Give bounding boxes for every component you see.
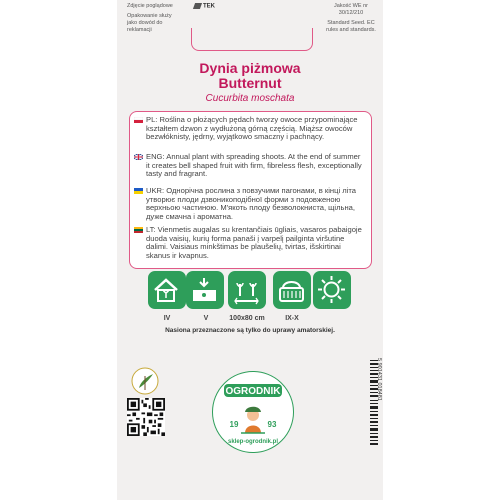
- packet-window: [191, 28, 313, 51]
- sample-note: Zdjęcie poglądowe: [127, 3, 173, 9]
- tek-logo-icon: [193, 3, 202, 9]
- header-left: [127, 3, 197, 34]
- tek-label: TEK: [194, 3, 215, 10]
- sowing-seedbed-icon: [148, 271, 186, 309]
- sun-icon: [313, 271, 351, 309]
- brand-logo-art: [212, 371, 294, 453]
- icon-label-seedbed: IV: [163, 315, 171, 322]
- brand-name: OGRODNIK: [225, 386, 281, 397]
- ua-flag-icon: [134, 188, 143, 194]
- uk-flag-icon: [134, 154, 143, 160]
- header-right: [322, 3, 380, 34]
- spacing-icon: [228, 271, 266, 309]
- lt-flag-icon: [134, 227, 143, 233]
- badge-seal-icon: [127, 366, 163, 396]
- product-name: Dynia piżmowa: [199, 60, 301, 76]
- icon-label-harvest: IX-X: [285, 315, 299, 322]
- brand-year-right: 93: [267, 420, 277, 429]
- standard-note: Standard Seed. EC rules and standards.: [326, 20, 376, 33]
- icon-label-spacing: 100x80 cm: [229, 315, 265, 322]
- quality-note: Jakość WE nr 30/12/210: [334, 3, 368, 16]
- sowing-ground-icon: [186, 271, 224, 309]
- amateur-use-note: Nasiona przeznaczone są tylko do uprawy amatorskiej.: [165, 327, 335, 334]
- harvest-basket-icon: [273, 271, 311, 309]
- latin-name: Cucurbita moschata: [205, 93, 295, 104]
- brand-year-left: 19: [229, 420, 239, 429]
- product-variety: Butternut: [218, 75, 282, 91]
- brand-url: sklep-ogrodnik.pl: [227, 439, 279, 445]
- pl-flag-icon: [134, 117, 143, 123]
- qr-code: [127, 398, 165, 436]
- barcode-number: 5 901431 018481: [376, 358, 382, 401]
- receipt-note: Opakowanie służy jako dowód do reklamacji: [127, 13, 172, 33]
- description-box: PL: Roślina o płożących pędach tworzy owoce przypominające kształtem dzwon z wydłużoną górną częścią. Miąższ owoców bezwłóknisty, jędrny, wyjątkowo smaczny i pachnący. ENG: Annual plant with spreading shoots. At the end of summer it creates bell shaped fruit with firm, fibreless flesh, exceptionally tasty and fragrant. UKR: Однорічна рослина з повзучими пагонами, в кінці літа утворює плоди дзвоникоподібної форми з подовженою верхньою частиною. М'якоть плоду безволокниста, щільна, дуже смачна і ароматна. LT: Vienmetis augalas su krentančiais ūgliais, vasaros pabaigoje duoda vaisių, kurių forma panaši į varpelį pailginta viršutine dalimi. Vaisiaus minkštimas be plaušelių, tvirtas, išskirtinai skanus ir kvapnus.: [129, 111, 372, 269]
- icon-label-ground: V: [203, 315, 209, 322]
